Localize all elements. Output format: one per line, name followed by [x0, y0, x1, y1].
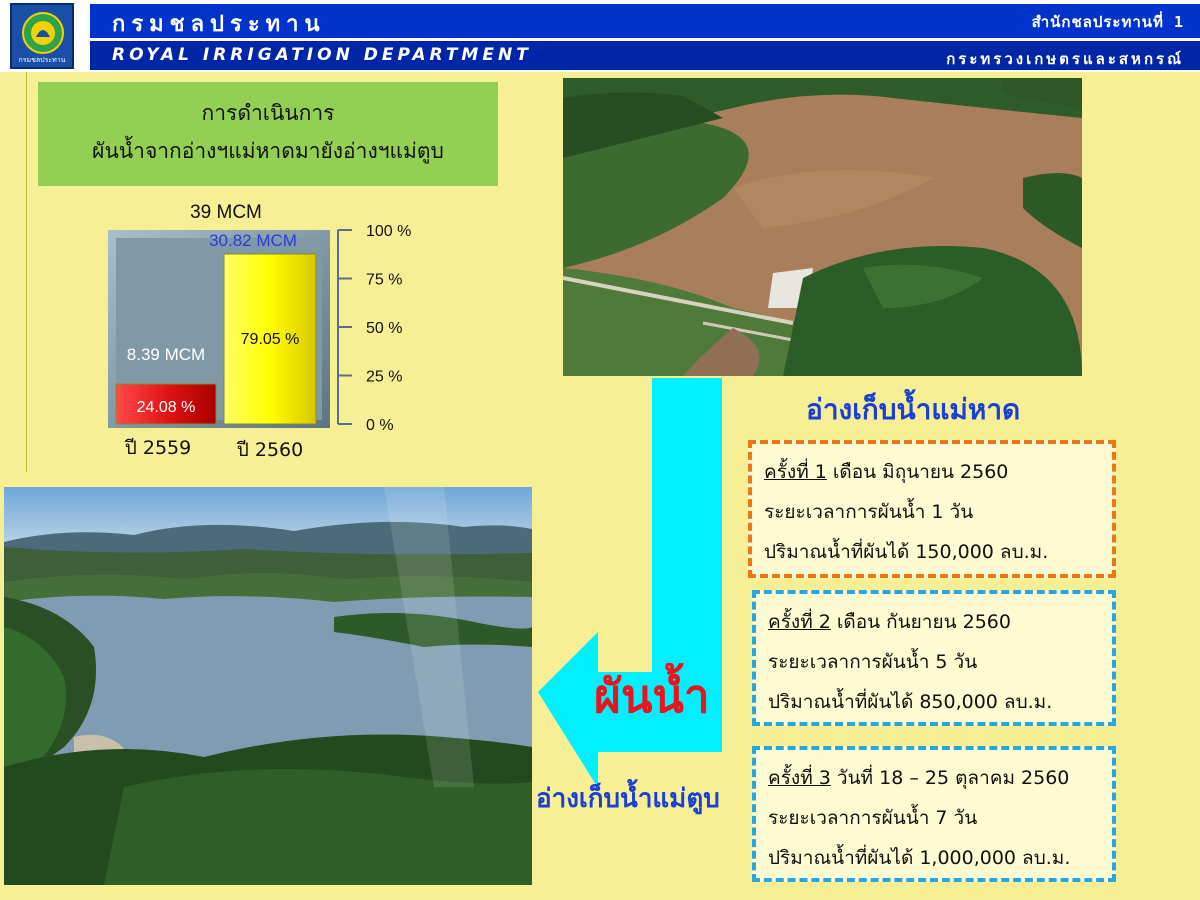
round-1-label: ครั้งที่ 1	[764, 461, 827, 483]
round-3-duration: ระยะเวลาการผันน้ำ 7 วัน	[768, 807, 978, 829]
round-1-box	[748, 440, 1116, 578]
round-1-volume: ปริมาณน้ำที่ผันได้ 150,000 ลบ.ม.	[764, 541, 1049, 563]
logo-caption: กรมชลประทาน	[18, 56, 66, 64]
category-label: ปี 2559	[124, 437, 192, 459]
round-3-label: ครั้งที่ 3	[768, 767, 831, 789]
round-3-date: วันที่ 18 – 25 ตุลาคม 2560	[830, 767, 1070, 789]
round-1-duration: ระยะเวลาการผันน้ำ 1 วัน	[764, 501, 974, 523]
ministry-name: กระทรวงเกษตรและสหกรณ์	[946, 50, 1184, 68]
round-1-date-line	[764, 452, 1100, 492]
y-tick-label: 0 %	[366, 417, 394, 434]
percent-label: 24.08 %	[136, 399, 196, 416]
title-line-1: การดำเนินการ	[201, 101, 335, 125]
round-3-volume: ปริมาณน้ำที่ผันได้ 1,000,000 ลบ.ม.	[768, 847, 1071, 869]
round-2-volume: ปริมาณน้ำที่ผันได้ 850,000 ลบ.ม.	[768, 691, 1053, 713]
category-label: ปี 2560	[236, 439, 304, 461]
y-tick-label: 75 %	[366, 271, 403, 289]
round-2-date-line	[768, 602, 1100, 642]
value-label: 30.82 MCM	[209, 231, 297, 250]
percent-label: 79.05 %	[240, 331, 300, 348]
round-2-box	[752, 590, 1116, 726]
title-line-2: ผันน้ำจากอ่างฯแม่หาดมายังอ่างฯแม่ตูบ	[92, 139, 444, 163]
department-name-th: กรมชลประทาน	[112, 12, 326, 37]
mae-toob-label: อ่างเก็บน้ำแม่ตูบ	[536, 784, 720, 814]
round-2-date: เดือน กันยายน 2560	[830, 611, 1011, 633]
divert-label: ผันน้ำ	[594, 669, 710, 723]
y-tick-label: 25 %	[366, 368, 403, 386]
department-name-en: ROYAL IRRIGATION DEPARTMENT	[112, 45, 532, 65]
round-2-duration: ระยะเวลาการผันน้ำ 5 วัน	[768, 651, 978, 673]
round-3-date-line	[768, 758, 1100, 798]
y-tick-label: 50 %	[366, 320, 403, 337]
total-capacity-label: 39 MCM	[190, 202, 262, 223]
value-label: 8.39 MCM	[126, 345, 206, 364]
round-2-label: ครั้งที่ 2	[768, 611, 831, 633]
office-name: สำนักชลประทานที่ 1	[1031, 13, 1184, 31]
round-1-date: เดือน มิถุนายน 2560	[826, 461, 1009, 483]
y-tick-label: 100 %	[366, 223, 412, 240]
round-3-box	[752, 746, 1116, 882]
mae-had-label: อ่างเก็บน้ำแม่หาด	[806, 393, 1021, 426]
